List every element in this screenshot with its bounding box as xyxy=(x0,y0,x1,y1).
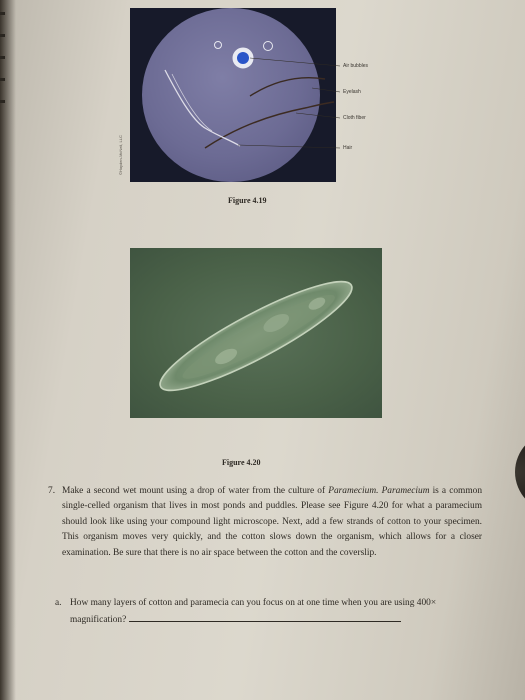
label-air-bubbles: Air bubbles xyxy=(343,63,369,69)
label-eyelash: Eyelash xyxy=(343,89,361,95)
sub-question-text: How many layers of cotton and paramecia can you focus on at one time when you are using 400× magnification? xyxy=(70,598,437,626)
background-object xyxy=(515,432,525,512)
question-7a xyxy=(55,596,475,629)
leader-line-cloth-fiber xyxy=(296,113,340,118)
leader-line-hair xyxy=(238,145,340,148)
sub-question-letter: a. xyxy=(55,598,62,608)
label-hair: Hair xyxy=(343,145,353,151)
copyright-notice: ©Hayden-McNeil, LLC xyxy=(118,135,123,175)
figure-4-20-caption: Figure 4.20 xyxy=(222,458,261,467)
figure-4-20-photo xyxy=(130,248,382,418)
answer-line[interactable] xyxy=(129,611,401,622)
label-cloth-fiber: Cloth fiber xyxy=(343,115,366,121)
question-number: 7. xyxy=(48,486,56,496)
air-bubble-center xyxy=(237,52,249,64)
air-bubble-medium xyxy=(264,42,273,51)
leader-line-air-bubbles xyxy=(250,58,340,66)
paramecium-image xyxy=(130,248,382,418)
organism-name: Paramecium. Paramecium xyxy=(328,486,430,496)
question-text-part: Make a second wet mount using a drop of water from the culture of xyxy=(62,486,329,496)
question-7 xyxy=(48,484,483,561)
eyelash-shape xyxy=(250,78,325,96)
question-text xyxy=(62,484,482,561)
figure-4-19-caption: Figure 4.19 xyxy=(228,196,267,205)
question-text-part: is a common single-celled organism that lives in most ponds and puddles. Please see Figure 4.20 for what a paramecium should look like using your compound light microscope. Next, add a few strands of cotton to your specimen. This organism moves very quickly, and the cotton slows down the organism, which allows for a closer examination. Be sure that there is no air space between the cotton and the coverslip. xyxy=(62,486,483,558)
figure-4-19-illustration xyxy=(0,0,525,200)
hair-shape xyxy=(205,102,334,148)
air-bubble-small xyxy=(215,42,222,49)
cloth-fiber-strand xyxy=(172,74,212,131)
leader-line-eyelash xyxy=(312,88,340,92)
